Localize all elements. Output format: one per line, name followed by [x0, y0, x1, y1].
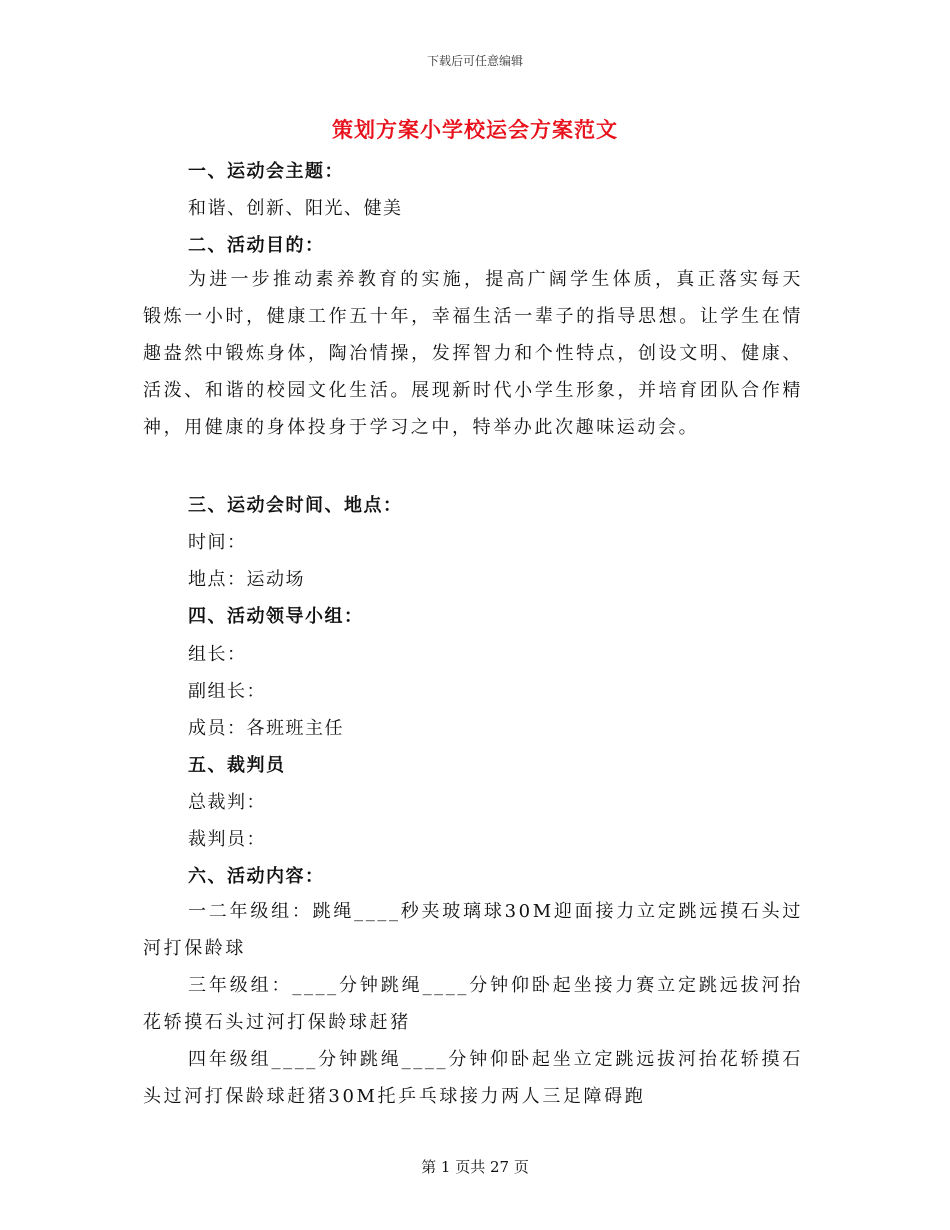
section-4-leader: 组长： [188, 644, 247, 665]
section-1-text: 和谐、创新、阳光、健美 [188, 198, 403, 219]
section-1-heading: 一、运动会主题： [188, 161, 344, 182]
section-6-grade3: 三年级组：____分钟跳绳____分钟仰卧起坐接力赛立定跳远拔河抬花轿摸石头过河打保龄球赶猪 [143, 975, 803, 1033]
section-5-chief-referee: 总裁判： [188, 792, 266, 813]
section-3-place: 地点：运动场 [188, 569, 305, 590]
section-5-referees: 裁判员： [188, 829, 266, 850]
section-6-grade4: 四年级组____分钟跳绳____分钟仰卧起坐立定跳远拔河抬花轿摸石头过河打保龄球赶猪30M托乒乓球接力两人三足障碍跑 [143, 1049, 803, 1107]
section-2-paragraph: 为进一步推动素养教育的实施，提高广阔学生体质，真正落实每天锻炼一小时，健康工作五十年，幸福生活一辈子的指导思想。让学生在情趣盎然中锻炼身体，陶冶情操，发挥智力和个性特点，创设文明、健康、活泼、和谐的校园文化生活。展现新时代小学生形象，并培育团队合作精神，用健康的身体投身于学习之中，特举办此次趣味运动会。 [143, 269, 803, 438]
section-2-heading: 二、活动目的： [188, 235, 325, 256]
section-4-heading: 四、活动领导小组： [188, 606, 364, 627]
section-5-heading: 五、裁判员 [188, 755, 286, 776]
section-4-vice-leader: 副组长： [188, 681, 266, 702]
section-3-time: 时间： [188, 532, 247, 553]
page-footer: 第 1 页共 27 页 [421, 1158, 529, 1176]
page-header: 下载后可任意编辑 [426, 54, 523, 68]
section-4-members: 成员：各班班主任 [188, 718, 344, 739]
section-6-heading: 六、活动内容： [188, 866, 325, 887]
section-6-grade12: 一二年级组：跳绳____秒夹玻璃球30M迎面接力立定跳远摸石头过河打保龄球 [143, 901, 803, 959]
document-title: 策划方案小学校运会方案范文 [332, 117, 618, 142]
section-3-heading: 三、运动会时间、地点： [188, 495, 403, 516]
